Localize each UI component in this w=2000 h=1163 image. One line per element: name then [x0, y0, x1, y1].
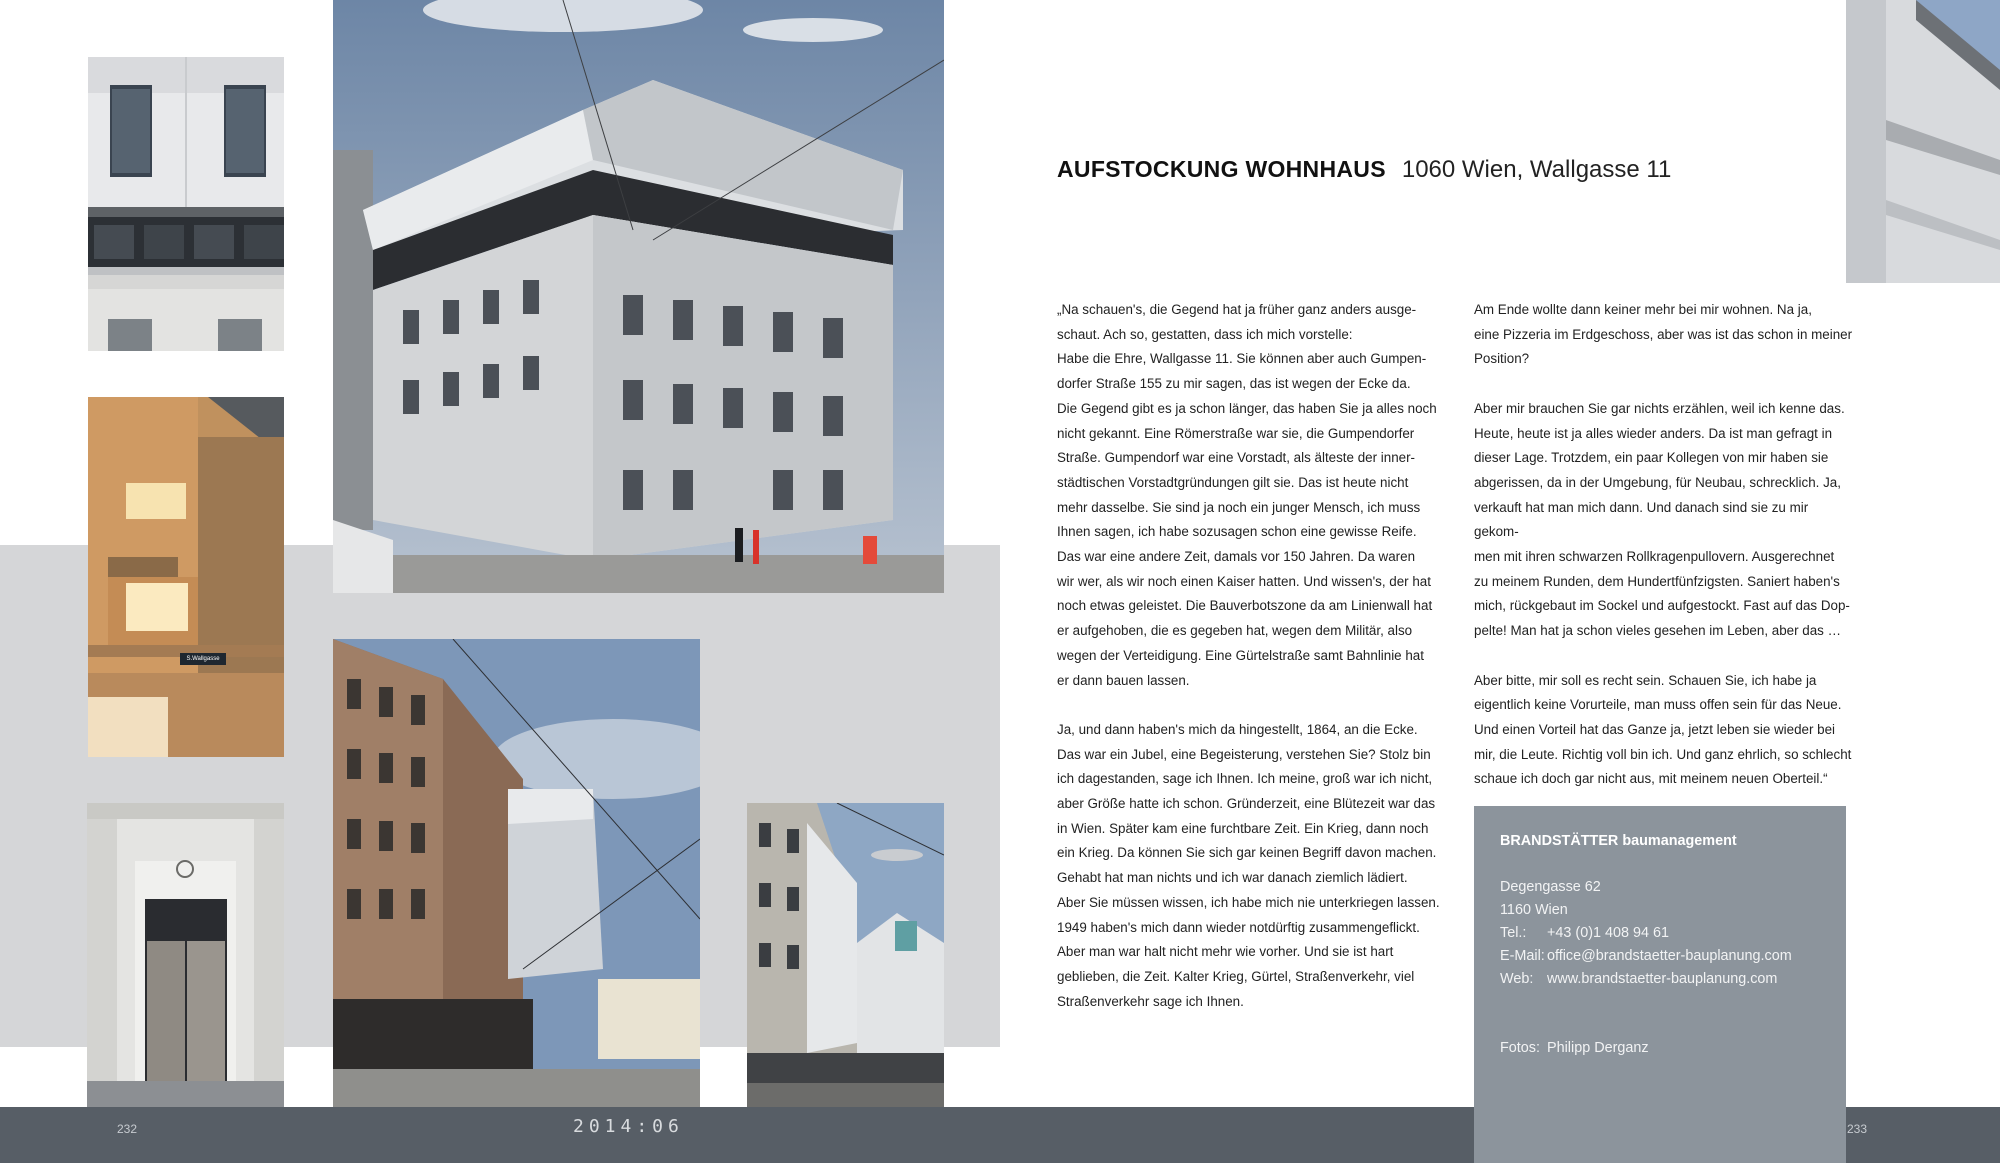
text-line: eine Pizzeria im Erdgeschoss, aber was ist das schon in meiner	[1474, 326, 1853, 342]
text-line: Position?	[1474, 351, 1530, 367]
text-line: Ihnen sagen, ich habe sozusagen schon eine gewisse Reife.	[1057, 524, 1417, 540]
photo-entrance-door	[87, 803, 284, 1107]
text-line: Aber man war halt nicht mehr wie vorher. Und sie ist hart	[1057, 944, 1394, 960]
tel-value: +43 (0)1 408 94 61	[1547, 925, 1670, 941]
contact-street: Degengasse 62	[1500, 879, 1601, 895]
text-line: Aber mir brauchen Sie gar nichts erzählen, weil ich kenne das.	[1474, 400, 1845, 416]
text-line: Die Gegend gibt es ja schon länger, das haben Sie ja alles noch	[1057, 400, 1437, 416]
text-line: noch etwas geleistet. Die Bauverbotszone da am Linienwall hat	[1057, 598, 1433, 614]
text-line: Straßenverkehr sage ich Ihnen.	[1057, 993, 1244, 1009]
text-line: in Wien. Später kam eine furchtbare Zeit. Ein Krieg, dann noch	[1057, 820, 1429, 836]
text-line: mehr dasselbe. Sie sind ja noch ein junger Mensch, ich muss	[1057, 499, 1421, 515]
photo-corner-evening	[88, 397, 284, 757]
email-label: E-Mail:	[1500, 948, 1545, 964]
text-line: Ja, und dann haben's mich da hingestellt, 1864, an die Ecke.	[1057, 721, 1418, 737]
text-line: Am Ende wollte dann keiner mehr bei mir wohnen. Na ja,	[1474, 302, 1812, 317]
page-number-right: 233	[1847, 1122, 1868, 1136]
text-line: aber Größe hatte ich schon. Gründerzeit, eine Blütezeit war das	[1057, 796, 1436, 812]
text-line: „Na schauen's, die Gegend hat ja früher ganz anders ausge-	[1057, 302, 1417, 317]
text-line: ein Krieg. Da können Sie sich gar keinen Begriff davon machen.	[1057, 845, 1437, 861]
text-line: abgerissen, da in der Umgebung, für Neubau, schrecklich. Ja,	[1474, 474, 1841, 490]
text-line	[1057, 693, 1457, 718]
photo-main-building	[333, 0, 944, 593]
web-link[interactable]: www.brandstaetter-bauplanung.com	[1547, 971, 1778, 987]
text-line: geblieben, die Zeit. Kalter Krieg, Gürtel, Straßenverkehr, viel	[1057, 968, 1415, 984]
photographer: Philipp Derganz	[1547, 1040, 1649, 1056]
text-line: Aber bitte, mir soll es recht sein. Schauen Sie, ich habe ja	[1474, 672, 1817, 688]
text-column-right	[1474, 298, 1854, 792]
contact-web-row	[1500, 971, 1777, 987]
text-line: städtischen Vorstadtgründungen gilt sie. Das ist heute nicht	[1057, 474, 1409, 490]
text-line: schaue ich doch gar nicht aus, mit meinem neuen Oberteil.“	[1474, 771, 1828, 787]
text-line: wir wer, als wir noch einen Kaiser hatten. Und wissen's, der hat	[1057, 573, 1431, 589]
contact-box-extension	[1474, 1107, 1846, 1163]
text-line: Das war ein Jubel, eine Begeisterung, verstehen Sie? Stolz bin	[1057, 746, 1431, 762]
text-line: verkauft hat man mich dann. Und danach sind sie zu mir gekom-	[1474, 499, 1809, 540]
text-line: Und einen Vorteil hat das Ganze ja, jetzt leben sie wieder bei	[1474, 721, 1836, 737]
issue-label: 2014:06	[573, 1116, 684, 1137]
photo-facade-detail	[88, 57, 284, 351]
text-line: eigentlich keine Vorurteile, man muss offen sein für das Neue.	[1474, 697, 1842, 713]
photo-corner-detail	[1846, 0, 2000, 283]
text-line: dorfer Straße 155 zu mir sagen, das ist wegen der Ecke da.	[1057, 376, 1411, 392]
project-address: 1060 Wien, Wallgasse 11	[1401, 156, 1672, 183]
text-line: 1949 haben's mich dann wieder notdürftig zusammengeflickt.	[1057, 919, 1420, 935]
contact-city: 1160 Wien	[1500, 902, 1568, 918]
contact-tel-row	[1500, 925, 1669, 941]
text-column-left	[1057, 298, 1457, 1014]
text-line: schaut. Ach so, gestatten, dass ich mich vorstelle:	[1057, 326, 1353, 342]
project-title: AUFSTOCKUNG WOHNHAUS	[1057, 156, 1386, 182]
text-line: zu meinem Runden, dem Hundertfünfzigsten. Saniert haben's	[1474, 573, 1840, 589]
text-line: pelte! Man hat ja schon vieles gesehen im Leben, aber das …	[1474, 623, 1841, 639]
tel-label: Tel.:	[1500, 925, 1527, 941]
web-label: Web:	[1500, 971, 1534, 987]
text-line: Aber Sie müssen wissen, ich habe mich nie unterkriegen lassen.	[1057, 894, 1440, 910]
company-name: BRANDSTÄTTER baumanagement	[1500, 833, 1737, 849]
photo-street-view	[333, 639, 700, 1107]
text-line: mir, die Leute. Richtig voll bin ich. Und ganz ehrlich, so schlecht	[1474, 746, 1852, 762]
contact-email-row	[1500, 948, 1792, 964]
text-line: er aufgehoben, die es gegeben hat, wegen dem Militär, also	[1057, 623, 1413, 639]
text-line: nicht gekannt. Eine Römerstraße war sie, die Gumpendorfer	[1057, 425, 1415, 441]
photo-tram-street	[747, 803, 944, 1107]
text-line: Straße. Gumpendorf war eine Vorstadt, als älteste der inner-	[1057, 450, 1416, 466]
article-title	[1057, 156, 1671, 184]
street-sign: S.Wallgasse	[186, 656, 220, 662]
email-link[interactable]: office@brandstaetter-bauplanung.com	[1547, 948, 1792, 964]
text-line	[1474, 372, 1854, 397]
text-line	[1474, 644, 1854, 669]
text-line: Das war eine andere Zeit, damals vor 150 Jahren. Da waren	[1057, 549, 1416, 565]
text-line: mich, rückgebaut im Sockel und aufgestockt. Fast auf das Dop-	[1474, 598, 1850, 614]
text-line: er dann bauen lassen.	[1057, 672, 1190, 688]
text-line: dieser Lage. Trotzdem, ein paar Kollegen von mir haben sie	[1474, 450, 1829, 466]
text-line: Heute, heute ist ja alles wieder anders. Da ist man gefragt in	[1474, 425, 1833, 441]
photo-credit-row	[1500, 1040, 1649, 1056]
text-line: Gehabt hat man nichts und ich war danach ziemlich lädiert.	[1057, 870, 1408, 886]
page-number-left: 232	[117, 1122, 138, 1136]
text-line: men mit ihren schwarzen Rollkragenpullovern. Ausgerechnet	[1474, 549, 1835, 565]
text-line: Habe die Ehre, Wallgasse 11. Sie können aber auch Gumpen-	[1057, 351, 1427, 367]
text-line: ich dagestanden, sage ich Ihnen. Ich meine, groß war ich nicht,	[1057, 771, 1433, 787]
photo-label: Fotos:	[1500, 1040, 1540, 1056]
text-line: wegen der Verteidigung. Eine Gürtelstraße samt Bahnlinie hat	[1057, 647, 1424, 663]
